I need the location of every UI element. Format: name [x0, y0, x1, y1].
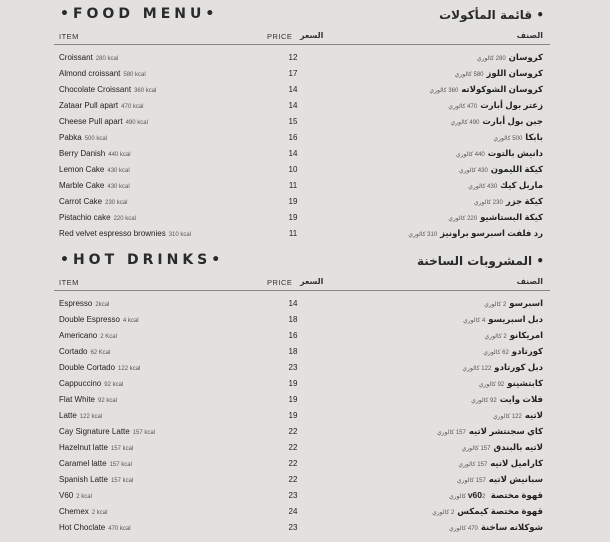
- item-kcal-ar: 122 كالوري: [492, 414, 522, 420]
- food-column-header: [54, 28, 550, 44]
- item-name-ar-text: دبل اسبريسو: [488, 314, 543, 324]
- item-name-ar-text: شوكلاته ساخنة: [480, 522, 543, 532]
- item-kcal: 220 kcal: [113, 216, 136, 222]
- item-name-ar: [462, 362, 543, 373]
- menu-item-row: [54, 504, 550, 520]
- item-kcal: 430 kcal: [107, 168, 130, 174]
- item-name-ar: [449, 490, 543, 501]
- item-kcal: 230 kcal: [105, 200, 128, 206]
- item-kcal-ar: 490 كالوري: [450, 120, 480, 126]
- price-header-ar: السعر: [300, 31, 324, 40]
- food-items-list: [54, 50, 550, 242]
- item-name-ar-text: ماربل كيك: [500, 180, 543, 190]
- item-name: [59, 363, 140, 372]
- item-kcal: 280 kcal: [95, 56, 119, 62]
- item-kcal-ar: 440 كالوري: [455, 152, 485, 158]
- item-name-ar: [408, 228, 543, 239]
- item-kcal-ar: 470 كالوري: [448, 104, 478, 110]
- item-name-text: Cortado: [59, 347, 88, 356]
- item-name-text: Double Cortado: [59, 363, 116, 372]
- hot-items-list: [54, 296, 550, 536]
- item-price: 10: [288, 165, 298, 174]
- item-kcal-ar: 157 كالوري: [458, 462, 488, 468]
- item-kcal: 157 kcal: [110, 446, 134, 452]
- item-name-text: Almond croissant: [59, 69, 121, 78]
- item-name-ar: [484, 298, 543, 309]
- item-kcal-ar: 430 كالوري: [468, 184, 498, 190]
- item-name: [59, 395, 117, 404]
- item-price: 14: [288, 101, 298, 110]
- item-price: 19: [288, 411, 298, 420]
- item-name-ar: [462, 442, 543, 453]
- item-kcal-ar: 220 كالوري: [448, 216, 478, 222]
- item-name-text: Pistachio cake: [59, 213, 111, 222]
- item-name: [59, 149, 131, 158]
- item-name: [59, 165, 130, 174]
- item-name-ar: [471, 394, 543, 405]
- item-kcal: 157 kcal: [110, 478, 134, 484]
- header-divider: [54, 44, 550, 45]
- item-kcal: 2kcal: [95, 302, 110, 308]
- item-name-ar-text: كيكة الليمون: [490, 164, 543, 174]
- item-name-text: Chocolate Croissant: [59, 85, 132, 94]
- item-name-ar: [449, 522, 543, 533]
- item-name-ar: [459, 164, 543, 175]
- item-name-ar-text: رد فلفت اسبرسو براونيز: [440, 228, 543, 238]
- item-name-ar-text: قهوة مختصة كيمكس: [457, 506, 543, 516]
- item-name-ar: [448, 212, 543, 223]
- item-name: [59, 443, 133, 452]
- item-name: [59, 491, 92, 500]
- menu-item-row: [54, 50, 550, 66]
- item-header-ar: الصنف: [516, 31, 543, 40]
- item-kcal-ar: 157 كالوري: [461, 446, 491, 452]
- menu-item-row: [54, 344, 550, 360]
- item-price: 22: [288, 459, 298, 468]
- item-name: [59, 411, 102, 420]
- item-kcal: 310 kcal: [168, 232, 192, 238]
- item-header: ITEM: [59, 278, 79, 287]
- item-name: [59, 117, 148, 126]
- menu-item-row: [54, 194, 550, 210]
- menu-item-row: [54, 146, 550, 162]
- hot-drinks-section: [54, 250, 550, 536]
- item-name-ar: [456, 148, 543, 159]
- item-name: [59, 507, 107, 516]
- item-name-ar-text: كورتادو: [511, 346, 543, 356]
- item-price: 22: [288, 443, 298, 452]
- item-name: [59, 523, 131, 532]
- item-name-ar-text: كروسان الشوكولاته: [461, 84, 543, 94]
- item-name-ar: [455, 68, 543, 79]
- item-price: 15: [288, 117, 298, 126]
- item-kcal: 2 kcal: [91, 510, 108, 516]
- item-kcal: 2 kcal: [76, 494, 92, 500]
- item-kcal-ar: 2 كالوري: [432, 510, 455, 516]
- item-name-ar: [463, 314, 543, 325]
- item-kcal: 440 kcal: [108, 152, 131, 158]
- item-name: [59, 53, 118, 62]
- item-name-ar-text: كاي سجنتشر لاتيه: [468, 426, 543, 436]
- item-name-text: Cay Signature Latte: [59, 427, 130, 436]
- item-name-ar-text: لاتيه: [524, 410, 543, 420]
- item-name-text: Cappuccino: [59, 379, 102, 388]
- item-price: 19: [288, 197, 298, 206]
- item-price: 23: [288, 523, 298, 532]
- item-price: 24: [288, 507, 298, 516]
- item-name: [59, 101, 144, 110]
- item-name: [59, 181, 130, 190]
- header-divider: [54, 290, 550, 291]
- item-kcal: 360 kcal: [134, 88, 157, 94]
- item-price: 16: [288, 133, 298, 142]
- item-price: 16: [288, 331, 298, 340]
- item-name-ar: [484, 330, 543, 341]
- menu-item-row: [54, 114, 550, 130]
- item-name-ar: [493, 132, 543, 143]
- hot-title-ar: • المشروبات الساخنة: [416, 254, 544, 268]
- item-name: [59, 331, 117, 340]
- item-price: 11: [288, 181, 298, 190]
- item-price: 12: [288, 53, 298, 62]
- item-name: [59, 85, 156, 94]
- item-name-text: Double Espresso: [59, 315, 120, 324]
- menu-item-row: [54, 440, 550, 456]
- item-name-text: Zataar Pull apart: [59, 101, 119, 110]
- item-name-ar-text: لاتيه بالبندق: [493, 442, 543, 452]
- price-header: PRICE: [267, 32, 293, 41]
- item-kcal: 157 kcal: [109, 462, 132, 468]
- item-name-ar: [457, 474, 543, 485]
- item-kcal-ar: 62 كالوري: [483, 350, 509, 356]
- item-kcal-ar: 310 كالوري: [408, 232, 438, 238]
- item-name-ar-text: فلات وايت: [499, 394, 543, 404]
- item-name-text: Hazelnut latte: [59, 443, 108, 452]
- item-name-ar: [429, 84, 543, 95]
- item-kcal-ar: 157 كالوري: [456, 478, 486, 484]
- item-kcal: 470 kcal: [108, 526, 131, 532]
- item-kcal-ar: 4 كالوري: [463, 318, 486, 324]
- item-name-ar-text: امريكانو: [509, 330, 543, 340]
- food-title-row: [54, 4, 550, 26]
- menu-item-row: [54, 98, 550, 114]
- item-name-text: Chemex: [59, 507, 89, 516]
- item-name: [59, 379, 123, 388]
- item-kcal-ar: 2 كالوري: [484, 302, 507, 308]
- menu-item-row: [54, 376, 550, 392]
- item-price: 14: [288, 299, 298, 308]
- item-name-ar-text: كابتشينو: [507, 378, 543, 388]
- item-kcal: 122 kcal: [79, 414, 103, 420]
- item-name-ar-text: كيكة البستاشيو: [480, 212, 543, 222]
- item-name-ar: [437, 426, 543, 437]
- menu-item-row: [54, 312, 550, 328]
- item-name-ar: [458, 458, 543, 469]
- item-name: [59, 197, 127, 206]
- item-kcal: 490 kcal: [125, 120, 148, 126]
- item-price: 23: [288, 491, 298, 500]
- item-name-text: Cheese Pull apart: [59, 117, 123, 126]
- item-name-text: Americano: [59, 331, 98, 340]
- item-kcal-ar: 92 كالوري: [478, 382, 505, 388]
- item-name-text: Red velvet espresso brownies: [59, 229, 166, 238]
- item-kcal: 2 Kcal: [100, 334, 117, 340]
- item-name-text: Berry Danish: [59, 149, 106, 158]
- item-kcal-ar: 430 كالوري: [458, 168, 488, 174]
- menu-item-row: [54, 408, 550, 424]
- item-name-ar: [451, 116, 544, 127]
- item-name-ar: [448, 100, 543, 111]
- item-kcal: 122 kcal: [118, 366, 141, 372]
- item-name-text: Carrot Cake: [59, 197, 103, 206]
- item-kcal: 470 kcal: [121, 104, 144, 110]
- item-header: ITEM: [59, 32, 79, 41]
- item-name-ar-text: دبل كورتادو: [494, 362, 543, 372]
- item-price: 19: [288, 395, 298, 404]
- item-name: [59, 459, 132, 468]
- item-price: 22: [288, 475, 298, 484]
- item-name-ar-text: كروسان اللوز: [486, 68, 543, 78]
- item-name-text: Latte: [59, 411, 77, 420]
- item-kcal: 92 kcal: [104, 382, 124, 388]
- item-name-ar: [432, 506, 543, 517]
- menu-item-row: [54, 162, 550, 178]
- item-price: 17: [288, 69, 298, 78]
- item-price: 14: [288, 149, 298, 158]
- item-name-ar-text: كروسان: [508, 52, 543, 62]
- item-kcal-ar: 580 كالوري: [454, 72, 484, 78]
- item-kcal-ar: 280 كالوري: [476, 56, 506, 62]
- menu-item-row: [54, 66, 550, 82]
- item-kcal-ar: 470 كالوري: [449, 526, 478, 532]
- food-title-ar: • قائمة المأكولات: [439, 8, 544, 22]
- item-kcal-ar: 360 كالوري: [429, 88, 459, 94]
- item-name-ar: [468, 180, 543, 191]
- menu-item-row: [54, 472, 550, 488]
- item-name: [59, 133, 107, 142]
- menu-item-row: [54, 178, 550, 194]
- item-price: 19: [288, 213, 298, 222]
- item-price: 14: [288, 85, 298, 94]
- item-header-ar: الصنف: [516, 277, 543, 286]
- menu-item-row: [54, 520, 550, 536]
- food-title-en: •FOOD MENU•: [60, 6, 219, 22]
- item-name-text: Marble Cake: [59, 181, 105, 190]
- item-price: 22: [288, 427, 298, 436]
- item-price: 23: [288, 363, 298, 372]
- item-kcal-ar: 2 كالوري: [448, 494, 486, 500]
- menu-item-row: [54, 296, 550, 312]
- item-name-text: Flat White: [59, 395, 96, 404]
- item-name-ar: [474, 196, 543, 207]
- item-name-ar-text: دانيش بالتوت: [487, 148, 543, 158]
- item-name-ar: [479, 378, 543, 389]
- item-name-ar-text: كيكة جزر: [505, 196, 543, 206]
- item-kcal: 430 kcal: [107, 184, 130, 190]
- food-menu-section: [54, 4, 550, 242]
- item-price: 18: [288, 347, 298, 356]
- item-name-text: Lemon Cake: [59, 165, 105, 174]
- item-name: [59, 69, 146, 78]
- item-name-ar-text: اسبرسو: [509, 298, 543, 308]
- item-name-ar-text: قهوة مختصة v60: [467, 490, 543, 500]
- item-kcal: 62 Kcal: [90, 350, 111, 356]
- item-kcal: 157 kcal: [132, 430, 156, 436]
- menu-item-row: [54, 210, 550, 226]
- item-name-ar: [483, 346, 543, 357]
- item-kcal: 500 kcal: [84, 136, 108, 142]
- item-price: 18: [288, 315, 298, 324]
- item-name: [59, 315, 139, 324]
- menu-item-row: [54, 360, 550, 376]
- price-header: PRICE: [267, 278, 293, 287]
- item-name-ar-text: جبن بول أبارت: [482, 116, 543, 126]
- menu-item-row: [54, 424, 550, 440]
- item-name-ar: [477, 52, 543, 63]
- item-kcal: 92 kcal: [98, 398, 118, 404]
- item-name: [59, 299, 109, 308]
- item-name: [59, 213, 136, 222]
- item-name-text: Spanish Latte: [59, 475, 108, 484]
- item-price: 19: [288, 379, 298, 388]
- item-name: [59, 475, 133, 484]
- menu-item-row: [54, 456, 550, 472]
- menu-item-row: [54, 328, 550, 344]
- item-name-text: Croissant: [59, 53, 93, 62]
- item-kcal-ar: 157 كالوري: [436, 430, 466, 436]
- item-name: [59, 229, 191, 238]
- item-kcal-ar: 500 كالوري: [493, 136, 523, 142]
- item-name: [59, 347, 110, 356]
- item-kcal: 4 kcal: [122, 318, 139, 324]
- item-price: 11: [288, 229, 298, 238]
- item-kcal: 580 kcal: [123, 72, 146, 78]
- hot-title-en: •HOT DRINKS•: [60, 252, 225, 268]
- item-kcal-ar: 230 كالوري: [473, 200, 503, 206]
- item-name-text: V60: [59, 491, 74, 500]
- item-name-ar-text: زعتر بول أبارت: [480, 100, 543, 110]
- menu-item-row: [54, 488, 550, 504]
- menu-item-row: [54, 82, 550, 98]
- item-name-text: Hot Choclate: [59, 523, 106, 532]
- price-header-ar: السعر: [300, 277, 324, 286]
- item-kcal-ar: 2 كالوري: [484, 334, 507, 340]
- item-name-ar-text: كاراميل لاتيه: [490, 458, 543, 468]
- item-name-text: Espresso: [59, 299, 93, 308]
- menu-item-row: [54, 226, 550, 242]
- item-kcal-ar: 92 كالوري: [471, 398, 497, 404]
- item-name-ar: [493, 410, 543, 421]
- menu-item-row: [54, 130, 550, 146]
- item-name-ar-text: بابكا: [525, 132, 543, 142]
- item-kcal-ar: 122 كالوري: [462, 366, 492, 372]
- item-name-ar-text: سبانيش لاتيه: [488, 474, 543, 484]
- menu-item-row: [54, 392, 550, 408]
- hot-column-header: [54, 274, 550, 290]
- item-name-text: Caramel latte: [59, 459, 107, 468]
- hot-title-row: [54, 250, 550, 272]
- item-name-text: Pabka: [59, 133, 82, 142]
- item-name: [59, 427, 155, 436]
